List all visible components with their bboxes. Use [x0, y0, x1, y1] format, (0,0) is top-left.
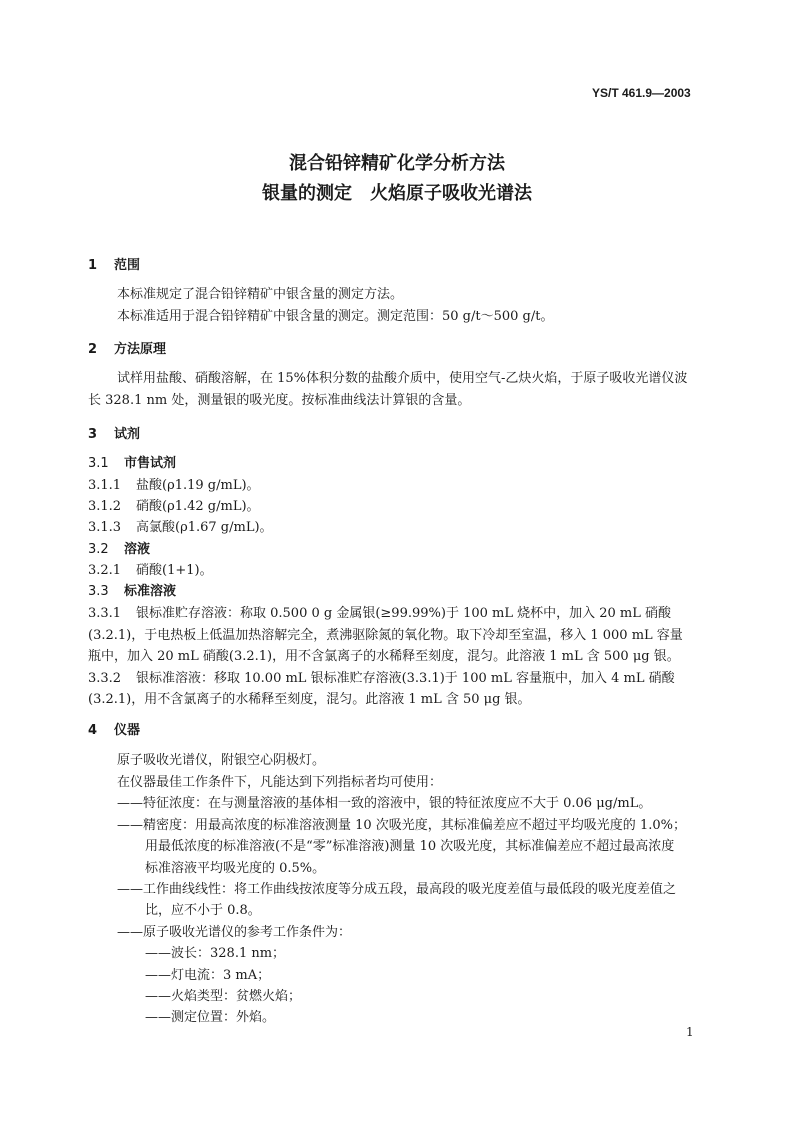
- item-number: 3.1.3: [88, 520, 122, 535]
- section-number: 2: [88, 342, 98, 357]
- subsection-title: 标准溶液: [124, 584, 177, 599]
- paragraph: 本标准规定了混合铅锌精矿中银含量的测定方法。: [117, 287, 404, 302]
- subsection-number: 3.3: [88, 584, 109, 599]
- sub-list-item: ——灯电流：3 mA；: [145, 968, 271, 983]
- list-item: ——原子吸收光谱仪的参考工作条件为：: [117, 925, 352, 940]
- item-number: 3.3.2: [88, 671, 122, 686]
- subsection-3-3-heading: [88, 580, 176, 599]
- section-number: 4: [88, 723, 98, 738]
- section-number: 1: [88, 258, 98, 273]
- item-3-2-1: [88, 559, 213, 578]
- section-1-heading: [88, 254, 140, 273]
- list-item: ——精密度：用最高浓度的标准溶液测量 10 次吸光度，其标准偏差应不超过平均吸光度的 1.0%；: [117, 818, 686, 833]
- paragraph-line: (3.2.1)，用不含氯离子的水稀释至刻度，混匀。此溶液 1 mL 含 50 μg 银。: [88, 692, 531, 707]
- item-3-3-1: [88, 602, 671, 621]
- subsection-3-2-heading: [88, 538, 150, 557]
- subsection-title: 溶液: [124, 542, 151, 557]
- item-3-1-1: [88, 474, 260, 493]
- section-3-heading: [88, 423, 140, 442]
- title-line-2: 银量的测定 火焰原子吸收光谱法: [262, 183, 532, 204]
- paragraph-line: 长 328.1 nm 处，测量银的吸光度。按标准曲线法计算银的含量。: [88, 393, 471, 408]
- sub-list-item: ——火焰类型：贫燃火焰；: [145, 989, 302, 1004]
- item-text: 高氯酸(ρ1.67 g/mL)。: [136, 520, 273, 535]
- section-title: 仪器: [114, 723, 141, 738]
- item-number: 3.2.1: [88, 563, 122, 578]
- subsection-number: 3.1: [88, 456, 109, 471]
- item-3-1-2: [88, 495, 260, 514]
- subsection-title: 市售试剂: [124, 456, 177, 471]
- item-text: 盐酸(ρ1.19 g/mL)。: [136, 478, 260, 493]
- section-number: 3: [88, 427, 98, 442]
- paragraph: 在仪器最佳工作条件下，凡能达到下列指标者均可使用：: [117, 775, 443, 790]
- list-item: ——工作曲线线性：将工作曲线按浓度等分成五段，最高段的吸光度差值与最低段的吸光度差值之: [117, 882, 677, 897]
- section-2-heading: [88, 338, 166, 357]
- subsection-3-1-heading: [88, 452, 176, 471]
- paragraph-line: 瓶中，加入 20 mL 硝酸(3.2.1)，用不含氯离子的水稀释至刻度，混匀。此溶液 1 mL 含 500 μg 银。: [88, 649, 680, 664]
- list-item-continuation: 标准溶液平均吸光度的 0.5%。: [145, 861, 326, 876]
- item-text: 银标准贮存溶液：称取 0.500 0 g 金属银(≥99.99%)于 100 mL 烧杯中，加入 20 mL 硝酸: [136, 606, 672, 621]
- item-number: 3.1.1: [88, 478, 122, 493]
- subsection-number: 3.2: [88, 542, 109, 557]
- item-number: 3.3.1: [88, 606, 122, 621]
- item-3-3-2: [88, 667, 675, 686]
- section-4-heading: [88, 719, 140, 738]
- item-number: 3.1.2: [88, 499, 122, 514]
- item-3-1-3: [88, 516, 273, 535]
- list-item: ——特征浓度：在与测量溶液的基体相一致的溶液中，银的特征浓度应不大于 0.06 μg/mL。: [117, 796, 652, 811]
- item-text: 硝酸(ρ1.42 g/mL)。: [136, 499, 260, 514]
- paragraph-line: 试样用盐酸、硝酸溶解，在 15%体积分数的盐酸介质中，使用空气-乙炔火焰，于原子吸收光谱仪波: [117, 371, 688, 386]
- list-item-continuation: 用最低浓度的标准溶液(不是“零”标准溶液)测量 10 次吸光度，其标准偏差应不超过最高浓度: [145, 839, 675, 854]
- paragraph-line: (3.2.1)，于电热板上低温加热溶解完全，煮沸驱除氮的氧化物。取下冷却至室温，移入 1 000 mL 容量: [88, 628, 683, 643]
- item-text: 银标准溶液：移取 10.00 mL 银标准贮存溶液(3.3.1)于 100 mL 容量瓶中，加入 4 mL 硝酸: [136, 671, 675, 686]
- section-title: 试剂: [114, 427, 141, 442]
- title-line-1: 混合铅锌精矿化学分析方法: [289, 153, 505, 174]
- sub-list-item: ——波长：328.1 nm；: [145, 946, 286, 961]
- paragraph: 原子吸收光谱仪，附银空心阴极灯。: [117, 753, 326, 768]
- sub-list-item: ——测定位置：外焰。: [145, 1010, 276, 1025]
- list-item-continuation: 比，应不小于 0.8。: [145, 903, 261, 918]
- paragraph: 本标准适用于混合铅锌精矿中银含量的测定。测定范围：50 g/t～500 g/t。: [117, 309, 554, 324]
- item-text: 硝酸(1+1)。: [136, 563, 213, 578]
- section-title: 方法原理: [114, 342, 167, 357]
- section-title: 范围: [114, 258, 141, 273]
- document-number: YS/T 461.9—2003: [592, 86, 691, 100]
- page-number: 1: [686, 1025, 694, 1039]
